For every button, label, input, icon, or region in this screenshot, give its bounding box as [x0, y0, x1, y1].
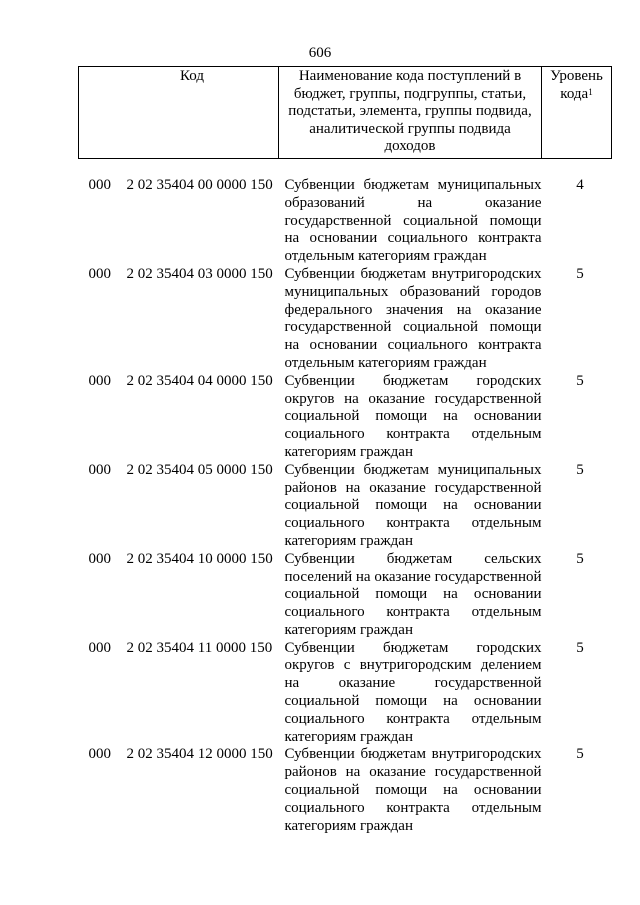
admin-code-cell: 000 — [88, 550, 111, 567]
revenue-code-cell: 2 02 35404 04 0000 150 — [126, 372, 273, 389]
code-name-cell: Субвенции бюджетам муниципальных районов на оказание государственной социальной помощи на основании социального контракта отдельным категориям граждан — [284, 461, 542, 549]
code-name-cell: Субвенции бюджетам муниципальных образований на оказание государственной социальной помощи на основании социального контракта отдельным категориям граждан — [284, 176, 542, 265]
table-row — [79, 746, 612, 835]
code-level-cell: 5 — [576, 461, 584, 478]
table-row — [79, 266, 612, 373]
code-name-cell: Субвенции бюджетам внутригородских районов на оказание государственной социальной помощи на основании социального контракта отдельным категориям граждан — [284, 746, 542, 834]
revenue-code-cell: 2 02 35404 05 0000 150 — [126, 461, 273, 478]
table-row — [79, 462, 612, 551]
header-name-label: Наименование кода поступлений в бюджет, группы, подгруппы, статьи, подстатьи, элемента, группы подвида, аналитической группы подвида доходов — [288, 68, 532, 155]
revenue-code-cell: 2 02 35404 03 0000 150 — [126, 265, 273, 282]
code-level-cell: 5 — [576, 746, 584, 763]
header-name — [279, 67, 542, 159]
table-header — [79, 67, 612, 159]
document-sheet — [78, 66, 611, 835]
revenue-codes-table — [78, 66, 612, 835]
header-code-label: Код — [180, 68, 204, 84]
code-name-cell: Субвенции бюджетам внутригородских муниципальных образований городов федерального значения на оказание государственной социальной помощи на основании социального контракта отдельным категориям граждан — [284, 265, 542, 371]
header-level — [542, 67, 612, 159]
header-level-label: Уровень кода — [550, 68, 603, 102]
header-code — [79, 67, 279, 159]
table-row — [79, 640, 612, 747]
code-name-cell: Субвенции бюджетам сельских поселений на оказание государственной социальной помощи на основании социального контракта отдельным категориям граждан — [284, 550, 542, 638]
table-spacer — [79, 158, 612, 177]
admin-code-cell: 000 — [88, 265, 111, 282]
revenue-code-cell: 2 02 35404 10 0000 150 — [126, 550, 273, 567]
admin-code-cell: 000 — [88, 372, 111, 389]
code-level-cell: 4 — [576, 176, 584, 193]
page-number: 606 — [308, 45, 332, 61]
revenue-code-cell: 2 02 35404 00 0000 150 — [126, 176, 273, 193]
table-row — [79, 177, 612, 266]
admin-code-cell: 000 — [88, 639, 111, 656]
admin-code-cell: 000 — [88, 461, 111, 478]
code-name-cell: Субвенции бюджетам городских округов на оказание государственной социальной помощи на основании социального контракта отдельным категориям граждан — [284, 372, 542, 460]
revenue-code-cell: 2 02 35404 11 0000 150 — [126, 639, 273, 656]
code-level-cell: 5 — [576, 639, 584, 656]
table-row — [79, 373, 612, 462]
code-level-cell: 5 — [576, 550, 584, 567]
admin-code-cell: 000 — [88, 176, 111, 193]
revenue-code-cell: 2 02 35404 12 0000 150 — [126, 746, 273, 763]
admin-code-cell: 000 — [88, 746, 111, 763]
footnote-marker: 1 — [588, 86, 593, 97]
code-level-cell: 5 — [576, 265, 584, 282]
table-row — [79, 551, 612, 640]
code-level-cell: 5 — [576, 372, 584, 389]
table-body — [79, 158, 612, 835]
code-name-cell: Субвенции бюджетам городских округов с внутригородским делением на оказание государственной социальной помощи на основании социального контракта отдельным категориям граждан — [284, 639, 542, 745]
